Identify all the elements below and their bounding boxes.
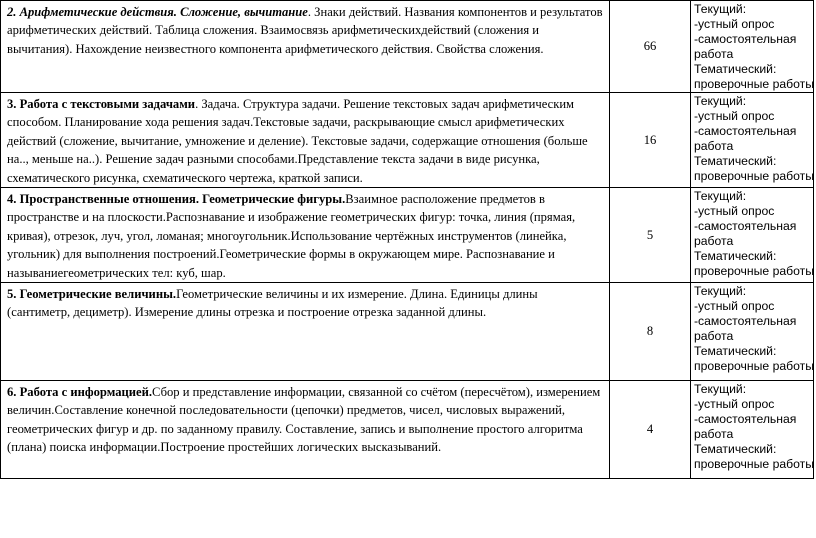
table-row: [1, 1, 814, 93]
control-line: работа: [694, 329, 734, 344]
control-line: Текущий:: [694, 94, 747, 108]
control-cell: [691, 1, 814, 93]
control-cell: [691, 381, 814, 479]
control-line: -самостоятельная: [694, 32, 797, 46]
control-line: Тематический:: [694, 154, 777, 168]
control-line: -самостоятельная: [694, 412, 797, 427]
control-line: Тематический:: [694, 62, 777, 76]
table-row: [1, 188, 814, 283]
hours-cell: 5: [610, 188, 691, 283]
topic-text: . Знаки действий. Названия компонентов и результатов арифметических действий. Таблица сложения. Взаимосвязь арифметическихдействий (сложения и вычитания). Нахождение неизвестного компонента арифметического действия. Свойства сложения.: [7, 5, 603, 56]
control-cell: [691, 188, 814, 283]
topic-title: 4. Пространственные отношения. Геометрические фигуры.: [7, 192, 346, 207]
control-line: работа: [694, 234, 734, 249]
control-line: работа: [694, 427, 734, 442]
topic-text: Геометрические величины и их измерение. Длина. Единицы длины (сантиметр, дециметр). Измерение длины отрезка и построение отрезка заданной длины.: [7, 287, 538, 320]
control-line: -устный опрос: [694, 109, 775, 123]
control-line: проверочные работы: [694, 359, 814, 374]
topic-text: Сбор и представление информации, связанной со счётом (пересчётом), измерением величин.Составление конечной последовательности (цепочки) предметов, чисел, числовых выражений, геометрических фигур и др. по заданному правилу. Составление, запись и выполнение простого алгоритма (плана) поиска информации.Построение простейших логических высказываний.: [7, 385, 601, 455]
table-row: [1, 93, 814, 188]
topic-cell: [1, 1, 610, 93]
topic-cell: [1, 283, 610, 381]
control-line: проверочные работы: [694, 457, 814, 472]
topic-title: 6. Работа с информацией.: [7, 385, 153, 400]
topic-title: 3. Работа с текстовыми задачами: [7, 97, 196, 111]
hours-cell: 16: [610, 93, 691, 188]
control-line: -устный опрос: [694, 17, 775, 31]
topic-cell: [1, 93, 610, 188]
control-line: проверочные работы: [694, 264, 814, 279]
control-line: -самостоятельная: [694, 314, 797, 329]
topic-text: Взаимное расположение предметов в пространстве и на плоскости.Распознавание и изображение геометрических фигур: точка, линия (прямая, кривая), отрезок, луч, угол, ломаная; многоугольник.Использование чертёжных инструментов (линейка, угольник) для выполнения построений.Геометрические формы в окружающем мире. Распознавание и называниегеометрических тел: куб, шар.: [7, 192, 576, 280]
control-cell: [691, 283, 814, 381]
hours-cell: 4: [610, 381, 691, 479]
control-line: Тематический:: [694, 442, 777, 457]
hours-cell: 8: [610, 283, 691, 381]
control-line: Текущий:: [694, 189, 747, 204]
control-line: работа: [694, 139, 734, 153]
control-line: Тематический:: [694, 249, 777, 264]
control-line: -самостоятельная: [694, 219, 797, 234]
topic-title: 5. Геометрические величины.: [7, 287, 177, 302]
control-line: работа: [694, 47, 734, 61]
control-line: -устный опрос: [694, 204, 775, 219]
control-line: Текущий:: [694, 284, 747, 299]
table-row: [1, 283, 814, 381]
topic-cell: [1, 381, 610, 479]
topic-text: . Задача. Структура задачи. Решение текстовых задач арифметическим способом. Планирование хода решения задач.Текстовые задачи, раскрывающие смысл арифметических действий (сложение, вычитание, умножение и деление). Текстовые задачи, содержащие отношения (больше на.., меньше на..). Решение задач разными способами.Представление текста задачи в виде рисунка, схематического рисунка, схематического чертежа, краткой записи.: [7, 97, 588, 185]
control-line: Текущий:: [694, 382, 747, 397]
topic-title: 2. Арифметические действия. Сложение, вычитание: [7, 5, 308, 19]
table-row: [1, 381, 814, 479]
control-cell: [691, 93, 814, 188]
control-line: -устный опрос: [694, 299, 775, 314]
control-line: проверочные работы: [694, 169, 814, 183]
control-line: Тематический:: [694, 344, 777, 359]
control-line: -самостоятельная: [694, 124, 797, 138]
topic-cell: [1, 188, 610, 283]
control-line: -устный опрос: [694, 397, 775, 412]
control-line: проверочные работы: [694, 77, 814, 91]
hours-cell: 66: [610, 1, 691, 93]
control-line: Текущий:: [694, 2, 747, 16]
